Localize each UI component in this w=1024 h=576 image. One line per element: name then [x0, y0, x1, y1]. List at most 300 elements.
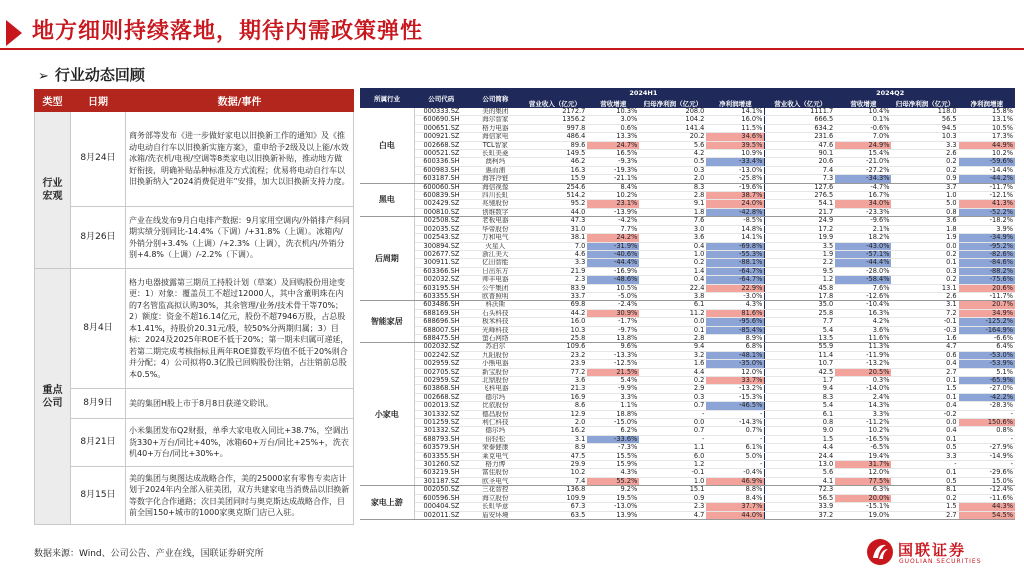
- value-cell: 16.5%: [587, 150, 639, 158]
- value-cell: -64.7%: [706, 276, 764, 284]
- value-cell: 44.2: [522, 309, 587, 317]
- value-cell: 46.9%: [706, 477, 764, 485]
- event-cell: 产业在线发布9月白电排产数据：9月家用空调内/外销排产科同期实绩分别同比-14.4%（下调）/+31.8%（上调）。冰箱内/外销分别+3.4%（上调）/+2.3%（上调），洗衣机内/外销分别+4.8%（上调）/-2.2%（下调）。: [126, 207, 354, 269]
- value-cell: 9.4: [639, 343, 706, 351]
- code-cell: 002011.SZ: [414, 511, 468, 519]
- value-cell: -: [706, 435, 764, 443]
- table-row: [360, 175, 1015, 183]
- name-cell: 公牛集团: [468, 284, 522, 292]
- value-cell: 23.1%: [587, 200, 639, 208]
- value-cell: 1.5: [765, 435, 835, 443]
- value-cell: 4.2: [639, 150, 706, 158]
- value-cell: -44.4%: [587, 259, 639, 267]
- value-cell: 1.9: [891, 234, 958, 242]
- value-cell: 89.6: [522, 141, 587, 149]
- column-header-date: 日期: [71, 90, 126, 112]
- table-row: [360, 267, 1015, 275]
- value-cell: 1.6: [639, 360, 706, 368]
- table-row: [360, 503, 1015, 511]
- value-cell: 10.2%: [959, 150, 1015, 158]
- value-cell: 3.6: [891, 217, 958, 225]
- value-cell: 0.7: [639, 402, 706, 410]
- table-row: [360, 477, 1015, 485]
- value-cell: 35.0: [765, 301, 835, 309]
- value-cell: 23.9: [522, 360, 587, 368]
- value-cell: 1.7: [765, 377, 835, 385]
- value-cell: 13.3%: [587, 133, 639, 141]
- value-cell: -31.9%: [587, 242, 639, 250]
- value-cell: -29.6%: [959, 469, 1015, 477]
- value-cell: -33.6%: [587, 435, 639, 443]
- name-cell: 三花智控: [468, 486, 522, 494]
- value-cell: -55.3%: [706, 250, 764, 258]
- value-cell: -11.2%: [835, 419, 891, 427]
- value-cell: 14.3%: [835, 402, 891, 410]
- code-cell: 688793.SH: [414, 435, 468, 443]
- code-cell: 301332.SZ: [414, 427, 468, 435]
- column-header-revenue: 营业收入（亿元）: [522, 98, 587, 108]
- value-cell: 24.9: [765, 217, 835, 225]
- value-cell: -34.9%: [959, 234, 1015, 242]
- value-cell: -16.9%: [587, 267, 639, 275]
- value-cell: 14.8%: [706, 225, 764, 233]
- value-cell: 47.6: [765, 141, 835, 149]
- table-row: [360, 377, 1015, 385]
- name-cell: 盾安环境: [468, 511, 522, 519]
- value-cell: -44.2%: [959, 175, 1015, 183]
- industry-cell: 后周期: [360, 217, 414, 301]
- guolian-logo-icon: [866, 538, 894, 566]
- value-cell: 13.9%: [587, 511, 639, 519]
- value-cell: -42.8%: [706, 208, 764, 216]
- value-cell: 12.0%: [706, 368, 764, 376]
- value-cell: 10.7: [765, 360, 835, 368]
- value-cell: 4.4: [639, 368, 706, 376]
- value-cell: 2.0: [522, 419, 587, 427]
- value-cell: 6.1: [639, 301, 706, 309]
- value-cell: 0.2: [891, 276, 958, 284]
- value-cell: 0.1: [891, 377, 958, 385]
- value-cell: -28.3%: [959, 402, 1015, 410]
- value-cell: -8.5%: [706, 217, 764, 225]
- name-cell: 富佳股份: [468, 469, 522, 477]
- value-cell: 0.3%: [835, 377, 891, 385]
- value-cell: 0.8%: [959, 427, 1015, 435]
- value-cell: 5.4: [765, 402, 835, 410]
- value-cell: 17.3%: [959, 133, 1015, 141]
- value-cell: 16.7%: [835, 192, 891, 200]
- value-cell: 208.0: [639, 108, 706, 116]
- value-cell: -9.3%: [587, 158, 639, 166]
- table-row: [360, 393, 1015, 401]
- value-cell: 10.3%: [587, 108, 639, 116]
- code-cell: 000651.SZ: [414, 124, 468, 132]
- value-cell: -25.8%: [706, 175, 764, 183]
- value-cell: 4.4: [765, 444, 835, 452]
- value-cell: 8.4%: [706, 494, 764, 502]
- value-cell: 55.9: [765, 343, 835, 351]
- value-cell: 0.3: [891, 267, 958, 275]
- table-row: [360, 217, 1015, 225]
- value-cell: 3.6: [522, 377, 587, 385]
- value-cell: 38.1: [522, 234, 587, 242]
- column-header-profit-growth-q2: 净利润增速: [959, 98, 1015, 108]
- value-cell: -46.5%: [706, 402, 764, 410]
- table-row: [360, 402, 1015, 410]
- name-cell: 亿田智能: [468, 259, 522, 267]
- value-cell: -: [706, 461, 764, 469]
- value-cell: 7.4: [522, 477, 587, 485]
- table-row: [360, 343, 1015, 351]
- value-cell: 4.1: [765, 477, 835, 485]
- event-cell: 格力电器披露第三期员工持股计划（草案）及回购股份用途变更：1）对象：覆盖员工不超过12000人，其中含董明珠在内的7名管监高拟认购30%，其余管理/业务/技术骨干等70%；2）额度：资金不超16.14亿元，股份不超7946万股，占总股本1.41%，持股价20.31元/股，较50%分两期归属；3）目标：2024及2025年ROE不低于20%；第一期未归属可递延，若第二期完成考核指标且两年ROE算数平均值不低于20%则合并分配；4）公司拟将0.3亿股已回购股份注销，占注销前总股本0.5%。: [126, 269, 354, 389]
- value-cell: 63.5: [522, 511, 587, 519]
- value-cell: -48.6%: [587, 276, 639, 284]
- value-cell: 0.0: [891, 419, 958, 427]
- value-cell: 0.2: [891, 158, 958, 166]
- code-cell: 600839.SH: [414, 192, 468, 200]
- value-cell: 44.0: [522, 208, 587, 216]
- value-cell: 0.2: [891, 166, 958, 174]
- value-cell: 254.6: [522, 183, 587, 191]
- value-cell: 6.1%: [706, 444, 764, 452]
- value-cell: -: [891, 461, 958, 469]
- code-cell: 000810.SZ: [414, 208, 468, 216]
- column-header-profit-growth: 净利润增速: [706, 98, 764, 108]
- value-cell: 11.6%: [835, 334, 891, 342]
- column-header-code: 公司代码: [414, 88, 468, 108]
- value-cell: -65.9%: [959, 377, 1015, 385]
- type-cell: 重点公司: [35, 269, 71, 525]
- value-cell: 5.4: [765, 326, 835, 334]
- table-row: [360, 124, 1015, 132]
- value-cell: 149.5: [522, 150, 587, 158]
- column-header-industry: 所属行业: [360, 88, 414, 108]
- value-cell: -13.9%: [587, 208, 639, 216]
- value-cell: 39.5%: [706, 141, 764, 149]
- value-cell: 13.5: [765, 334, 835, 342]
- value-cell: 3.6%: [835, 326, 891, 334]
- value-cell: -: [639, 410, 706, 418]
- value-cell: 3.3%: [835, 410, 891, 418]
- value-cell: 15.1: [639, 486, 706, 494]
- value-cell: 1.4: [639, 267, 706, 275]
- value-cell: 0.9: [891, 175, 958, 183]
- value-cell: 7.4: [765, 166, 835, 174]
- value-cell: -69.8%: [706, 242, 764, 250]
- name-cell: 华帝股份: [468, 225, 522, 233]
- name-cell: 海信视像: [468, 183, 522, 191]
- table-row: [360, 461, 1015, 469]
- value-cell: 2.6: [891, 292, 958, 300]
- value-cell: 16.0: [522, 318, 587, 326]
- value-cell: 16.3%: [835, 309, 891, 317]
- value-cell: 4.3%: [587, 469, 639, 477]
- value-cell: 1111.7: [765, 108, 835, 116]
- code-cell: 002543.SZ: [414, 234, 468, 242]
- table-row: [35, 269, 354, 389]
- value-cell: 22.9%: [706, 284, 764, 292]
- code-cell: 301260.SZ: [414, 461, 468, 469]
- value-cell: 2.4%: [835, 393, 891, 401]
- value-cell: 7.0%: [835, 133, 891, 141]
- value-cell: 7.6%: [835, 284, 891, 292]
- name-cell: 老板电器: [468, 217, 522, 225]
- value-cell: -53.9%: [959, 360, 1015, 368]
- code-cell: 600596.SH: [414, 494, 468, 502]
- value-cell: 1.0: [639, 477, 706, 485]
- value-cell: 33.7%: [706, 377, 764, 385]
- code-cell: 002050.SZ: [414, 486, 468, 494]
- value-cell: -2.4%: [587, 301, 639, 309]
- value-cell: 34.9%: [959, 309, 1015, 317]
- value-cell: -: [959, 461, 1015, 469]
- value-cell: 8.6: [522, 402, 587, 410]
- value-cell: -53.0%: [959, 351, 1015, 359]
- value-cell: 22.4: [639, 284, 706, 292]
- name-cell: 萤石网络: [468, 334, 522, 342]
- value-cell: 104.2: [639, 116, 706, 124]
- code-cell: 000404.SZ: [414, 503, 468, 511]
- name-cell: 澳柯玛: [468, 158, 522, 166]
- value-cell: 150.6%: [959, 419, 1015, 427]
- value-cell: 118.0: [891, 108, 958, 116]
- value-cell: 15.0%: [959, 477, 1015, 485]
- value-cell: -0.3: [891, 326, 958, 334]
- name-cell: 飞科电器: [468, 385, 522, 393]
- value-cell: 7.7: [765, 318, 835, 326]
- code-cell: 603195.SH: [414, 284, 468, 292]
- value-cell: 1.0: [891, 192, 958, 200]
- event-cell: 美的集团H股上市于8月8日获递交聆讯。: [126, 389, 354, 419]
- value-cell: 30.9%: [587, 309, 639, 317]
- value-cell: -12.4%: [959, 486, 1015, 494]
- value-cell: 24.9%: [835, 141, 891, 149]
- value-cell: 0.6: [891, 351, 958, 359]
- value-cell: 1.8: [639, 208, 706, 216]
- value-cell: 3.0%: [587, 116, 639, 124]
- table-row: [35, 389, 354, 419]
- code-cell: 002032.SZ: [414, 276, 468, 284]
- name-cell: 荣泰健康: [468, 444, 522, 452]
- name-cell: 四川长虹: [468, 192, 522, 200]
- value-cell: 7.2: [891, 309, 958, 317]
- code-cell: 603219.SH: [414, 469, 468, 477]
- value-cell: 24.7%: [587, 141, 639, 149]
- value-cell: -85.4%: [706, 326, 764, 334]
- name-cell: 比依股份: [468, 402, 522, 410]
- table-row: [35, 419, 354, 467]
- value-cell: 13.1%: [959, 116, 1015, 124]
- event-cell: 商务部等发布《进一步做好家电以旧换新工作的通知》及《推动电动自行车以旧换新实施方案》，重申给予2级及以上能/水效冰箱/洗衣机/电视/空调等8类家电以旧换新补贴，推动地方做好衔接，明确补贴品种标准及方式流程；优易将电动自行车以旧换新纳入“2024消费促进年”安排，加大以旧换新支持力度。: [126, 112, 354, 207]
- value-cell: -11.9%: [835, 351, 891, 359]
- table-row: [360, 259, 1015, 267]
- value-cell: 11.4: [765, 351, 835, 359]
- table-row: [360, 250, 1015, 258]
- value-cell: -12.6%: [835, 292, 891, 300]
- table-row: [360, 410, 1015, 418]
- logo-name-en: GUOLIAN SECURITIES: [899, 558, 982, 565]
- value-cell: -6.5%: [835, 444, 891, 452]
- code-cell: 002959.SZ: [414, 377, 468, 385]
- column-header-type: 类型: [35, 90, 71, 112]
- code-cell: 002013.SZ: [414, 402, 468, 410]
- name-cell: 长虹华意: [468, 503, 522, 511]
- value-cell: 3.0: [639, 225, 706, 233]
- name-cell: 北鼎股份: [468, 377, 522, 385]
- value-cell: 7.3: [765, 175, 835, 183]
- event-cell: 小米集团发布Q2财报，单季大家电收入同比+38.7%，空调出货330+万台/同比+40%，冰箱60+万台/同比+25%+，洗衣机40+万台/同比+30%+。: [126, 419, 354, 467]
- value-cell: 10.2: [522, 469, 587, 477]
- value-cell: 20.6%: [959, 284, 1015, 292]
- table-row: [360, 511, 1015, 519]
- table-row: [360, 419, 1015, 427]
- value-cell: 1.5: [891, 385, 958, 393]
- value-cell: -: [959, 435, 1015, 443]
- table-row: [360, 158, 1015, 166]
- name-cell: 海尔智家: [468, 116, 522, 124]
- name-cell: 科沃斯: [468, 301, 522, 309]
- value-cell: -1.7%: [587, 318, 639, 326]
- value-cell: 34.0%: [835, 200, 891, 208]
- value-cell: -0.4%: [706, 469, 764, 477]
- value-cell: -19.6%: [706, 183, 764, 191]
- value-cell: 0.1: [891, 259, 958, 267]
- value-cell: 20.2: [639, 133, 706, 141]
- value-cell: 514.2: [522, 192, 587, 200]
- value-cell: 95.2: [522, 200, 587, 208]
- name-cell: 德尔玛: [468, 427, 522, 435]
- value-cell: 3.1: [522, 435, 587, 443]
- value-cell: 12.0%: [835, 469, 891, 477]
- section-title-text: 行业动态回顾: [54, 66, 145, 84]
- value-cell: -0.1: [891, 318, 958, 326]
- name-cell: 海立股份: [468, 494, 522, 502]
- value-cell: 45.8: [765, 284, 835, 292]
- value-cell: 13.0: [765, 461, 835, 469]
- value-cell: -13.0%: [706, 166, 764, 174]
- column-header-event: 数据/事件: [126, 90, 354, 112]
- value-cell: 634.2: [765, 124, 835, 132]
- code-cell: 688696.SH: [414, 318, 468, 326]
- code-cell: 002429.SZ: [414, 200, 468, 208]
- value-cell: 54.1: [765, 200, 835, 208]
- value-cell: 1356.2: [522, 116, 587, 124]
- value-cell: 0.2: [891, 494, 958, 502]
- value-cell: 8.9%: [706, 334, 764, 342]
- value-cell: -12.1%: [959, 192, 1015, 200]
- logo-name: 国联证券: [898, 541, 967, 559]
- code-cell: 002508.SZ: [414, 217, 468, 225]
- value-cell: 31.0: [522, 225, 587, 233]
- value-cell: 19.0%: [835, 511, 891, 519]
- value-cell: 38.7%: [706, 192, 764, 200]
- value-cell: 997.8: [522, 124, 587, 132]
- value-cell: -: [706, 410, 764, 418]
- value-cell: 486.4: [522, 133, 587, 141]
- value-cell: 9.2%: [587, 486, 639, 494]
- value-cell: -44.4%: [835, 259, 891, 267]
- value-cell: 0.1: [639, 326, 706, 334]
- value-cell: 2.8: [639, 192, 706, 200]
- value-cell: -13.2%: [835, 360, 891, 368]
- industry-cell: 小家电: [360, 343, 414, 486]
- code-cell: 001259.SZ: [414, 419, 468, 427]
- table-row: [360, 150, 1015, 158]
- value-cell: 0.2: [891, 250, 958, 258]
- table-row: [360, 444, 1015, 452]
- value-cell: 10.4%: [835, 108, 891, 116]
- value-cell: 136.8: [522, 486, 587, 494]
- value-cell: 23.2: [522, 351, 587, 359]
- value-cell: 2.7: [891, 368, 958, 376]
- event-cell: 美的集团与奥图达成战略合作，美的25000家有零售专卖店计划于2024年内全部入驻美团，双方共建家电当消费品以旧换新等数字化合作通路；次日美团同时与奥克斯达成战略合作，目前全国150+城市的1000家奥克斯门店已入驻。: [126, 467, 354, 525]
- value-cell: 47.3: [522, 217, 587, 225]
- value-cell: 4.7: [891, 343, 958, 351]
- name-cell: 石头科技: [468, 309, 522, 317]
- value-cell: 1.1: [639, 444, 706, 452]
- value-cell: 1.8: [891, 225, 958, 233]
- value-cell: -82.6%: [959, 250, 1015, 258]
- table-row: [360, 334, 1015, 342]
- table-row: [360, 469, 1015, 477]
- value-cell: 5.0%: [706, 452, 764, 460]
- value-cell: 2.3: [522, 276, 587, 284]
- table-row: [360, 183, 1015, 191]
- arrow-icon: ➢: [38, 69, 49, 84]
- name-cell: 新宝股份: [468, 368, 522, 376]
- value-cell: 21.3: [522, 385, 587, 393]
- value-cell: 9.1: [639, 200, 706, 208]
- value-cell: 16.9: [522, 393, 587, 401]
- value-cell: -13.0%: [587, 503, 639, 511]
- value-cell: 0.5: [891, 444, 958, 452]
- value-cell: -4.2%: [587, 217, 639, 225]
- name-cell: 长虹美菱: [468, 150, 522, 158]
- name-cell: 倍轻松: [468, 435, 522, 443]
- table-row: [360, 133, 1015, 141]
- value-cell: 0.6%: [587, 124, 639, 132]
- value-cell: 2.0: [639, 175, 706, 183]
- value-cell: 1.2: [639, 461, 706, 469]
- value-cell: 6.0: [639, 452, 706, 460]
- value-cell: -14.4%: [959, 166, 1015, 174]
- table-row: [360, 385, 1015, 393]
- value-cell: 0.4: [891, 427, 958, 435]
- code-cell: 002668.SZ: [414, 141, 468, 149]
- value-cell: -21.1%: [587, 175, 639, 183]
- value-cell: 56.5: [891, 116, 958, 124]
- value-cell: 46.2: [522, 158, 587, 166]
- value-cell: 2.3: [639, 503, 706, 511]
- value-cell: 0.3: [639, 166, 706, 174]
- value-cell: -14.9%: [959, 452, 1015, 460]
- value-cell: -125.2%: [959, 318, 1015, 326]
- value-cell: -59.6%: [959, 158, 1015, 166]
- code-cell: 300911.SZ: [414, 259, 468, 267]
- industry-cell: 家电上游: [360, 486, 414, 520]
- name-cell: 利仁科技: [468, 419, 522, 427]
- value-cell: 25.8: [765, 309, 835, 317]
- value-cell: 7.7%: [587, 225, 639, 233]
- value-cell: 7.6: [639, 217, 706, 225]
- value-cell: 10.3: [891, 133, 958, 141]
- value-cell: 0.1: [891, 393, 958, 401]
- code-cell: 688169.SH: [414, 309, 468, 317]
- value-cell: 83.9: [522, 284, 587, 292]
- code-cell: 600690.SH: [414, 116, 468, 124]
- value-cell: 15.9: [522, 175, 587, 183]
